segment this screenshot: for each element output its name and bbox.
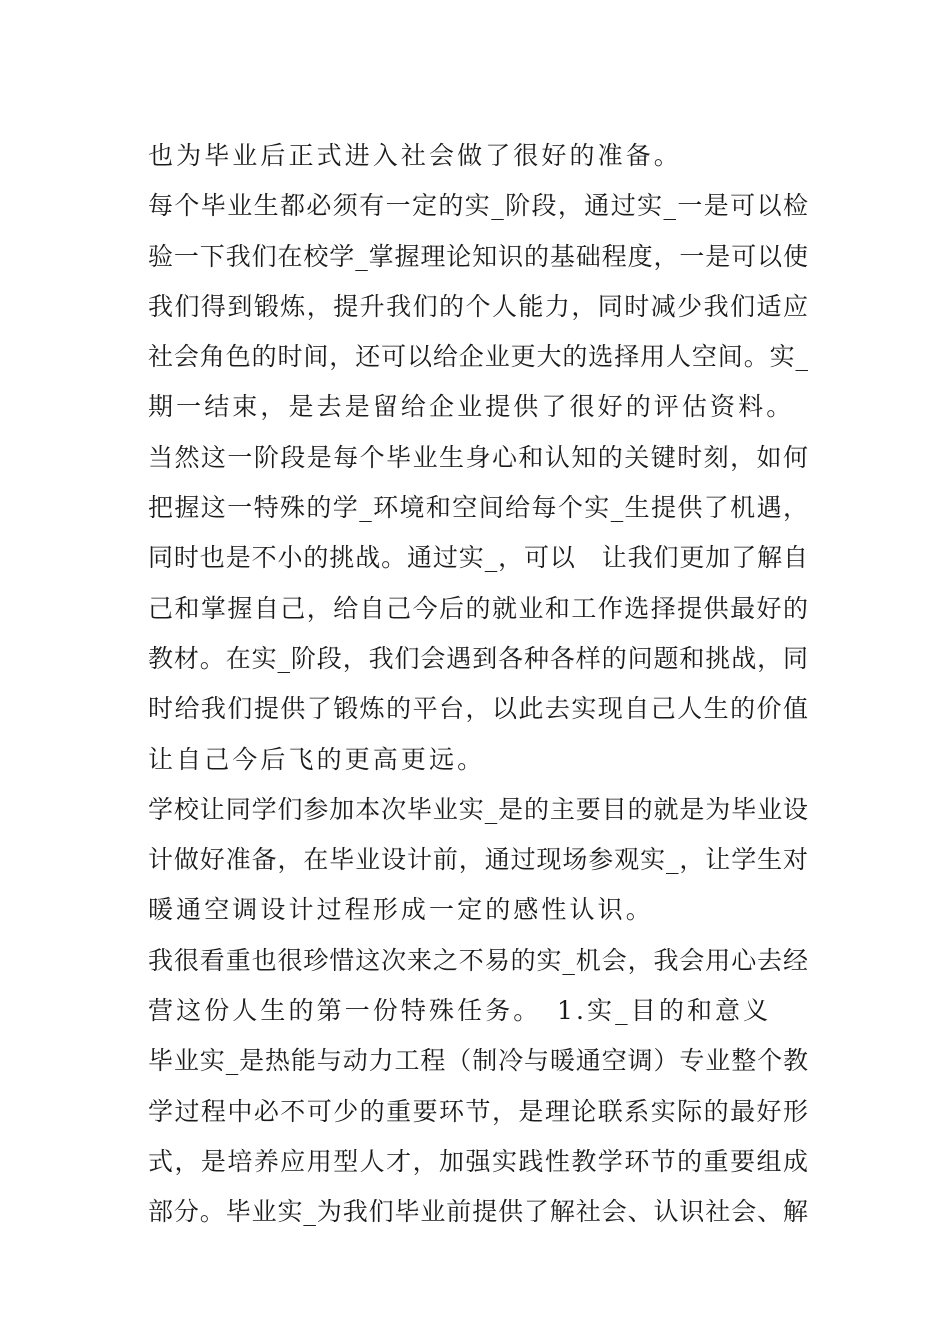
text-line: 验一下我们在校学_掌握理论知识的基础程度，一是可以使 <box>148 241 808 271</box>
text-line: 让自己今后飞的更高更远。 <box>148 744 486 774</box>
text-line: 暖通空调设计过程形成一定的感性认识。 <box>148 895 654 925</box>
text-line: 式，是培养应用型人才，加强实践性教学环节的重要组成 <box>148 1146 808 1176</box>
text-line: 同时也是不小的挑战。通过实_，可以 让我们更加了解自 <box>148 543 808 573</box>
text-line: 每个毕业生都必须有一定的实_阶段，通过实_一是可以检 <box>148 191 808 221</box>
body-text <box>148 131 808 1238</box>
text-line: 毕业实_是热能与动力工程（制冷与暖通空调）专业整个教 <box>148 1046 808 1076</box>
text-line: 营这份人生的第一份特殊任务。 1.实_目的和意义 <box>148 996 772 1026</box>
text-line: 学过程中必不可少的重要环节，是理论联系实际的最好形 <box>148 1096 808 1126</box>
text-line: 我们得到锻炼，提升我们的个人能力，同时减少我们适应 <box>148 291 808 321</box>
text-line: 把握这一特殊的学_环境和空间给每个实_生提供了机遇， <box>148 493 808 523</box>
text-line: 我很看重也很珍惜这次来之不易的实_机会，我会用心去经 <box>148 945 808 975</box>
text-line: 己和掌握自己，给自己今后的就业和工作选择提供最好的 <box>148 593 808 623</box>
text-line: 期一结束，是去是留给企业提供了很好的评估资料。 <box>148 392 795 422</box>
text-line: 也为毕业后正式进入社会做了很好的准备。 <box>148 141 682 170</box>
text-line: 教材。在实_阶段，我们会遇到各种各样的问题和挑战，同 <box>148 643 808 673</box>
text-line: 计做好准备，在毕业设计前，通过现场参观实_，让学生对 <box>148 845 808 875</box>
text-line: 学校让同学们参加本次毕业实_是的主要目的就是为毕业设 <box>148 794 808 824</box>
text-line: 时给我们提供了锻炼的平台，以此去实现自己人生的价值 <box>148 694 808 724</box>
text-line: 当然这一阶段是每个毕业生身心和认知的关键时刻，如何 <box>148 442 808 472</box>
text-line: 部分。毕业实_为我们毕业前提供了解社会、认识社会、解 <box>148 1197 808 1227</box>
text-line: 社会角色的时间，还可以给企业更大的选择用人空间。实_ <box>148 342 808 372</box>
